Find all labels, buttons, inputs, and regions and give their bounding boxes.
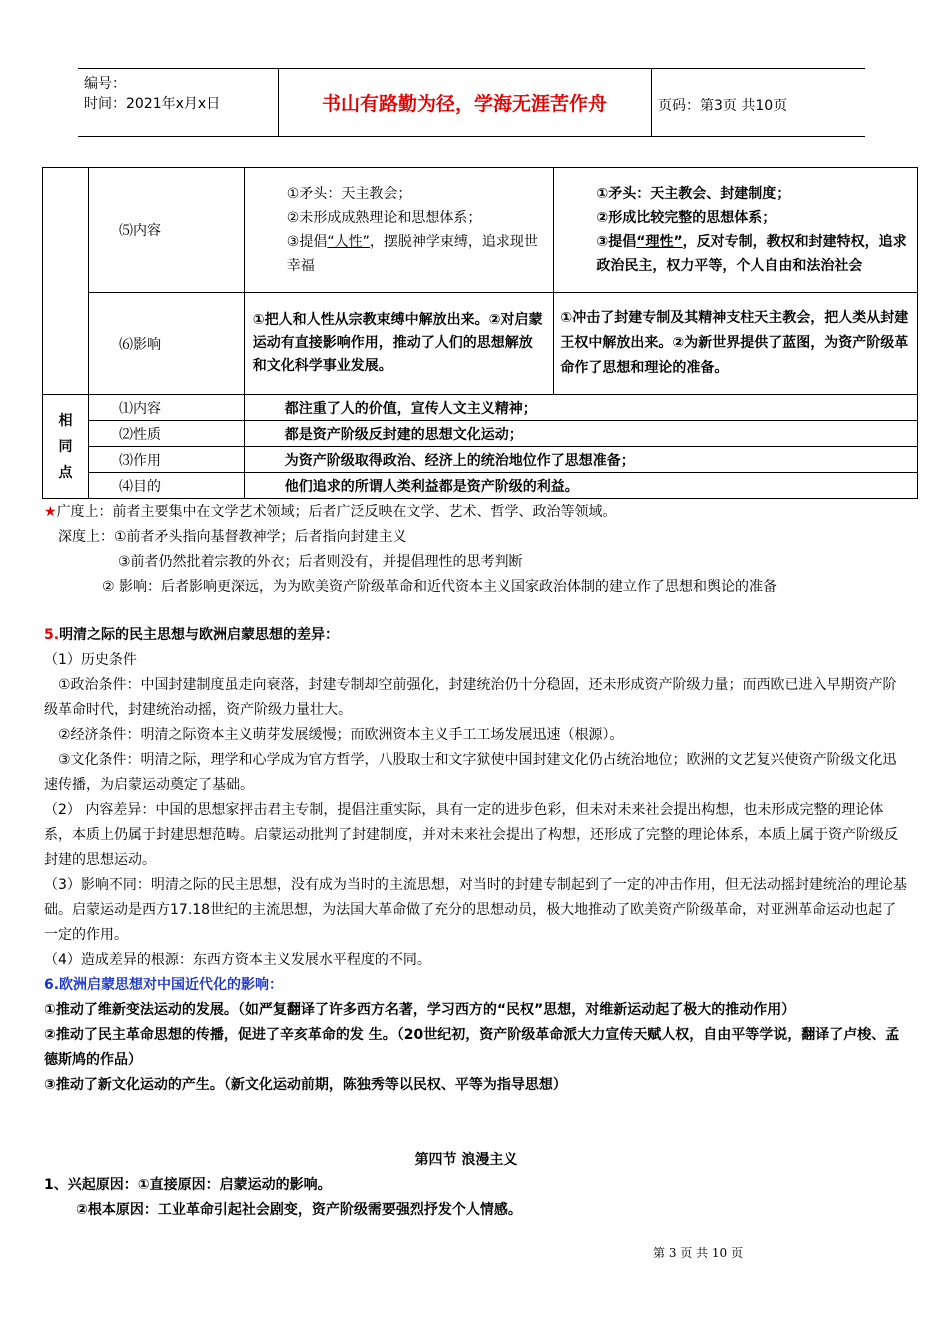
- depth-note-3: ③前者仍然批着宗教的外衣；后者则没有，并提倡理性的思考判断: [118, 554, 523, 570]
- common-label: ⑷目的: [88, 473, 244, 499]
- common-header: 相同点: [43, 395, 89, 499]
- impact-left: ①把人和人性从宗教束缚中解放出来。②对启蒙运动有直接影响作用，推动了人们的思想解放和文化科学事业发展。: [244, 293, 554, 395]
- s5-p3: ②经济条件：明清之际资本主义萌芽发展缓慢；而欧洲资本主义手工工场发展迅速（根源）。: [58, 727, 624, 743]
- s5-p5: （2） 内容差异：中国的思想家抨击君主专制，提倡注重实际，具有一定的进步色彩，但未对未来社会提出构想，也未形成完整的理论体系，本质上仍属于封建思想范畴。启蒙运动批判了封建制度，并对未来社会提出了构想，还形成了完整的理论体系，本质上属于资产阶级反封建的思想运动。: [44, 802, 898, 868]
- common-text: 他们追求的所谓人类利益都是资产阶级的利益。: [244, 473, 917, 499]
- section-4-heading: 第四节 浪漫主义: [414, 1152, 518, 1168]
- content-right: ①矛头：天主教会、封建制度； ②形成比较完整的思想体系； ③提倡“理性”，反对专制，教权和封建特权，追求政治民主，权力平等，个人自由和法治社会: [554, 168, 918, 293]
- page-footer: 第 3 页 共 10 页: [653, 1246, 743, 1260]
- impact-right: ①冲击了封建专制及其精神支柱天主教会，把人类从封建王权中解放出来。②为新世界提供了蓝图，为资产阶级革命作了思想和理论的准备。: [554, 293, 918, 395]
- number-label: 编号：: [84, 76, 126, 92]
- row-label: ⑸内容: [88, 168, 244, 293]
- table-row: [43, 473, 918, 499]
- page-header: [78, 68, 865, 137]
- s5-p1: （1）历史条件: [44, 652, 137, 668]
- notes-block: [44, 500, 908, 600]
- table-row: [43, 447, 918, 473]
- s6-p1: ①推动了维新变法运动的发展。（如严复翻译了许多西方名著，学习西方的“民权”思想，对维新运动起了极大的推动作用）: [44, 1002, 796, 1018]
- s6-p2: ②推动了民主革命思想的传播，促进了辛亥革命的发 生。（20世纪初，资产阶级革命派大力宣传天赋人权，自由平等学说，翻译了卢梭、孟德斯鸠的作品）: [44, 1027, 900, 1068]
- s4-p1: 1、兴起原因：①直接原因：启蒙运动的影响。: [44, 1177, 332, 1193]
- table-row: [43, 293, 918, 395]
- table-row: [43, 168, 918, 293]
- s5-p6: （3）影响不同：明清之际的民主思想，没有成为当时的主流思想，对当时的封建专制起到了一定的冲击作用，但无法动摇封建统治的理论基础。启蒙运动是西方17.18世纪的主流思想，为法国大革命做了充分的思想动员，极大地推动了欧美资产阶级革命，对亚洲革命运动也起了一定的作用。: [44, 877, 907, 943]
- s4-p2: ②根本原因：工业革命引起社会剧变，资产阶级需要强烈抒发个人情感。: [76, 1202, 522, 1218]
- row-label: ⑹影响: [88, 293, 244, 395]
- breadth-note: 广度上：前者主要集中在文学艺术领域；后者广泛反映在文学、艺术、哲学、政治等领域。: [56, 504, 617, 520]
- s5-p7: （4）造成差异的根源：东西方资本主义发展水平程度的不同。: [44, 952, 431, 968]
- s6-p3: ③推动了新文化运动的产生。（新文化运动前期，陈独秀等以民权、平等为指导思想）: [44, 1077, 567, 1093]
- star-icon: ★: [44, 504, 57, 520]
- section-6: [44, 973, 908, 1098]
- common-label: ⑴内容: [88, 395, 244, 421]
- table-row: [43, 421, 918, 447]
- header-meta: [78, 69, 279, 136]
- common-text: 都注重了人的价值，宣传人文主义精神；: [244, 395, 917, 421]
- depth-note: 深度上：①前者矛头指向基督教神学；后者指向封建主义: [58, 529, 407, 545]
- common-text: 都是资产阶级反封建的思想文化运动；: [244, 421, 917, 447]
- section-5: 5.明清之际的民主思想与欧洲启蒙思想的差异： （1）历史条件 ①政治条件：中国封建制度虽走向衰落，封建专制却空前强化，封建统治仍十分稳固，还未形成资产阶级力量；而西欧已进入早期资产阶级革命时代，封建统治动摇，资产阶级力量壮大。 ②经济条件：明清之际资本主义萌芽发展缓慢；而欧洲资本主义手工工场发展迅速（根源）。 ③文化条件：明清之际，理学和心学成为官方哲学，八股取士和文字狱使中国封建文化仍占统治地位；欧洲的文艺复兴使资产阶级文化迅速传播，为启蒙运动奠定了基础。 （2） 内容差异：中国的思想家抨击君主专制，提倡注重实际，具有一定的进步色彩，但未对未来社会提出构想，也未形成完整的理论体系，本质上仍属于封建思想范畴。启蒙运动批判了封建制度，并对未来社会提出了构想，还形成了完整的理论体系，本质上属于资产阶级反封建的思想运动。 （3）影响不同：明清之际的民主思想，没有成为当时的主流思想，对当时的封建专制起到了一定的冲击作用，但无法动摇封建统治的理论基础。启蒙运动是西方17.18世纪的主流思想，为法国大革命做了充分的思想动员，极大地推动了欧美资产阶级革命，对亚洲革命运动也起了一定的作用。 （4）造成差异的根源：东西方资本主义发展水平程度的不同。: [44, 623, 908, 973]
- section-5-title: 明清之际的民主思想与欧洲启蒙思想的差异：: [59, 627, 340, 643]
- content-left: ①矛头：天主教会； ②未形成成熟理论和思想体系； ③提倡“人性”，摆脱神学束缚，追求现世幸福: [244, 168, 554, 293]
- comparison-table: [42, 167, 918, 499]
- common-label: ⑶作用: [88, 447, 244, 473]
- s5-p2: ①政治条件：中国封建制度虽走向衰落，封建专制却空前强化，封建统治仍十分稳固，还未形成资产阶级力量；而西欧已进入早期资产阶级革命时代，封建统治动摇，资产阶级力量壮大。: [44, 677, 897, 718]
- common-text: 为资产阶级取得政治、经济上的统治地位作了思想准备；: [244, 447, 917, 473]
- empty-cell: [43, 168, 89, 395]
- header-page-info: 页码：第3页 共10页: [658, 98, 788, 114]
- table-row: [43, 395, 918, 421]
- depth-note-2: ② 影响：后者影响更深远，为为欧美资产阶级革命和近代资本主义国家政治体制的建立作了思想和舆论的准备: [102, 579, 777, 595]
- section-4: [44, 1148, 908, 1223]
- header-motto: 书山有路勤为径，学海无涯苦作舟: [278, 69, 652, 136]
- section-6-title: 6.欧洲启蒙思想对中国近代化的影响：: [44, 977, 284, 993]
- common-label: ⑵性质: [88, 421, 244, 447]
- s5-p4: ③文化条件：明清之际，理学和心学成为官方哲学，八股取士和文字狱使中国封建文化仍占统治地位；欧洲的文艺复兴使资产阶级文化迅速传播，为启蒙运动奠定了基础。: [44, 752, 897, 793]
- time-label: 时间：2021年x月x日: [84, 96, 221, 112]
